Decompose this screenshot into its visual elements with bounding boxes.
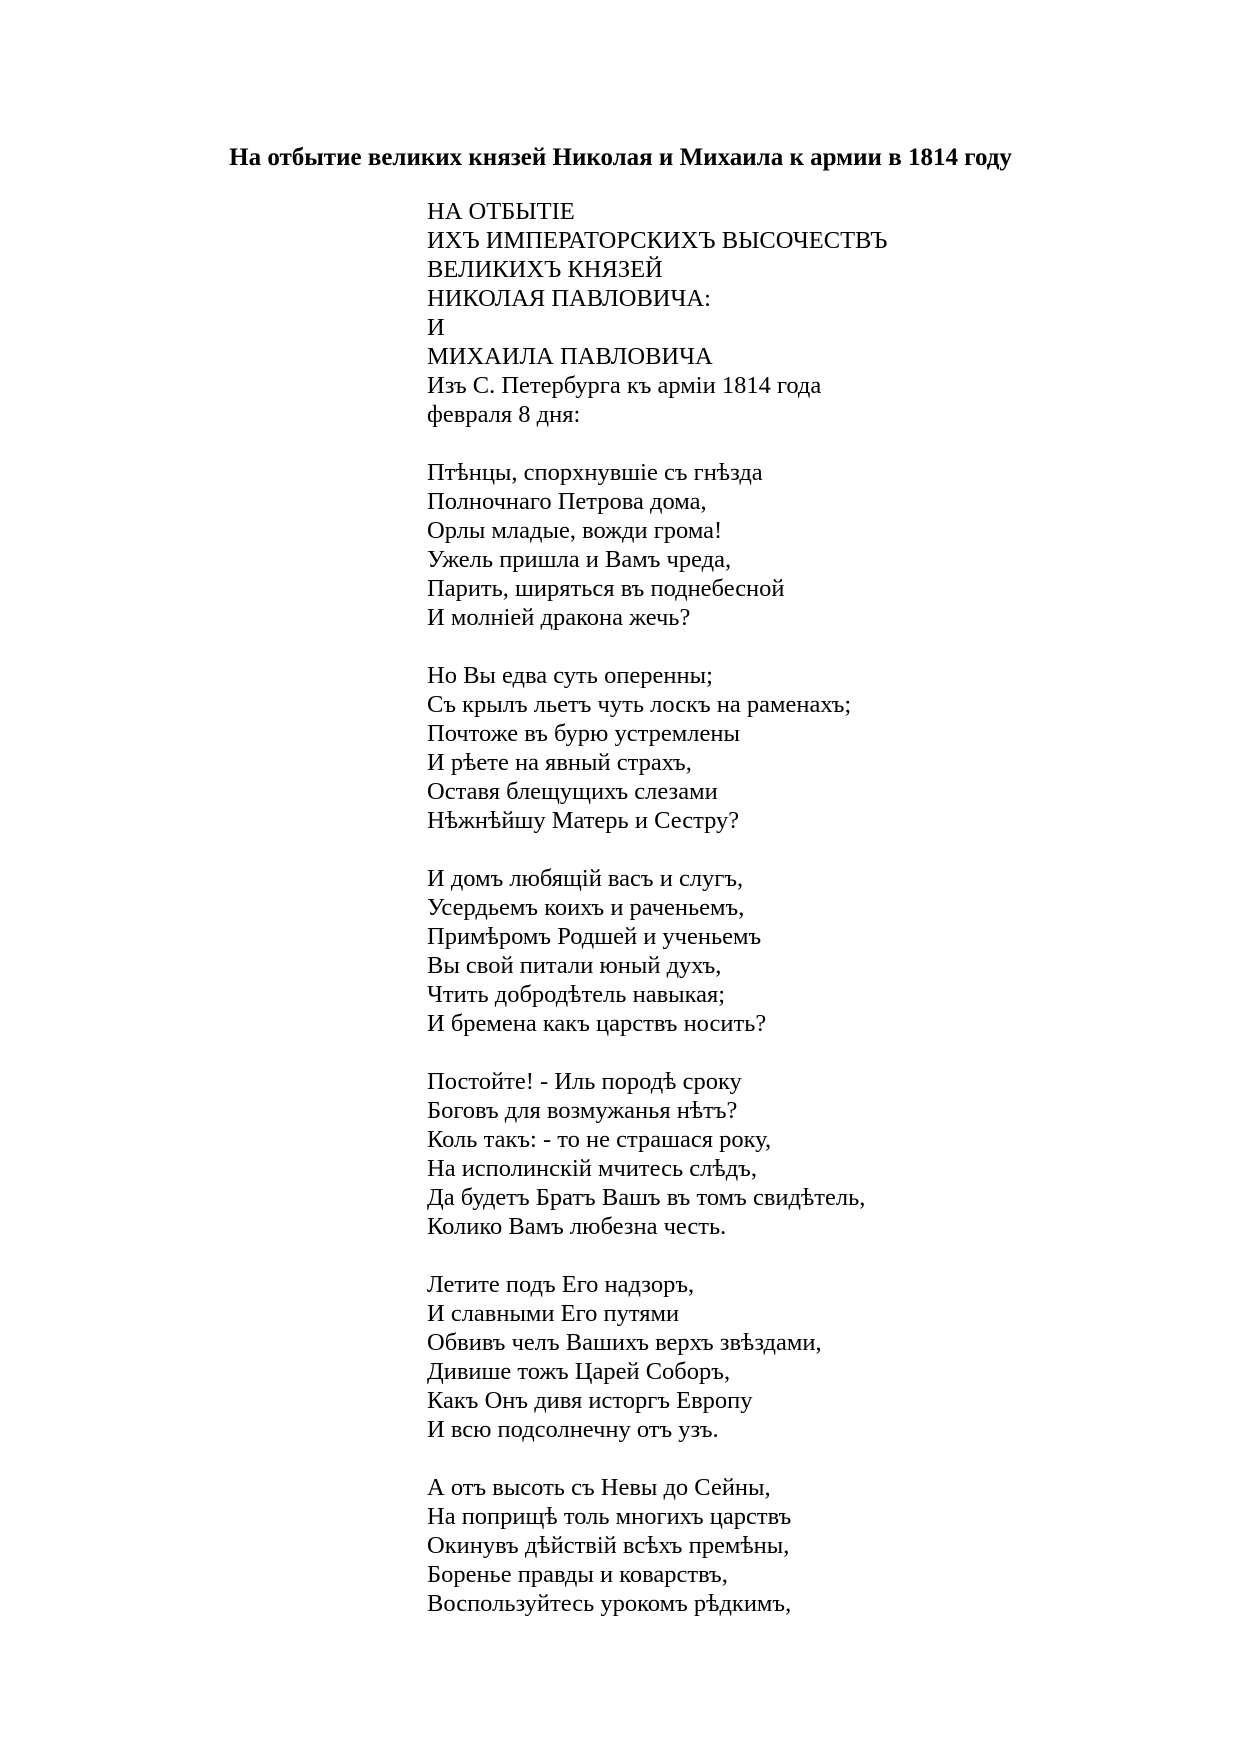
verse-line: Да будетъ Братъ Вашъ въ томъ свидѣтель,: [427, 1184, 866, 1211]
verse-line: Чтить добродѣтель навыкая;: [427, 981, 726, 1008]
verse-line: Коль такъ: - то не страшася року,: [427, 1126, 772, 1153]
verse-line: Боренье правды и коварствъ,: [427, 1561, 728, 1588]
verse-line: Парить, ширяться въ поднебесной: [427, 575, 785, 602]
stanza-3: [427, 864, 1187, 1038]
verse-line: На поприщѣ толь многихъ царствъ: [427, 1503, 792, 1530]
dedication-header: [427, 197, 1187, 429]
verse-line: Почтоже въ бурю устремлены: [427, 720, 740, 747]
header-line: Изъ С. Петербурга къ арміи 1814 года: [427, 372, 822, 399]
header-line: НИКОЛАЯ ПАВЛОВИЧА:: [427, 285, 711, 312]
verse-line: Орлы младые, вожди грома!: [427, 517, 723, 544]
stanza-1: [427, 458, 1187, 632]
stanza-gap: [427, 429, 1187, 458]
stanza-5: [427, 1270, 1187, 1444]
verse-line: Обвивъ челъ Вашихъ верхъ звѣздами,: [427, 1329, 822, 1356]
verse-line: И молніей дракона жечь?: [427, 604, 691, 631]
header-line: ИХЪ ИМПЕРАТОРСКИХЪ ВЫСОЧЕСТВЪ: [427, 227, 888, 254]
verse-line: Но Вы едва суть оперенны;: [427, 662, 713, 689]
verse-line: Постойте! - Иль породѣ сроку: [427, 1068, 742, 1095]
verse-line: Усердьемъ коихъ и раченьемъ,: [427, 894, 745, 921]
verse-line: На исполинскій мчитесь слѣдъ,: [427, 1155, 757, 1182]
stanza-6: [427, 1473, 1187, 1618]
verse-line: А отъ высоть съ Невы до Сейны,: [427, 1474, 771, 1501]
verse-line: И рѣете на явный страхъ,: [427, 749, 692, 776]
verse-line: Какъ Онъ дивя исторгъ Европу: [427, 1387, 753, 1414]
header-line: февраля 8 дня:: [427, 401, 581, 428]
verse-line: И домъ любящій васъ и слугъ,: [427, 865, 744, 892]
stanza-gap: [427, 1444, 1187, 1473]
verse-line: Дивише тожъ Царей Соборъ,: [427, 1358, 731, 1385]
verse-line: Воспользуйтесь урокомъ рѣдкимъ,: [427, 1590, 792, 1617]
verse-line: Птѣнцы, спорхнувшіе съ гнѣзда: [427, 459, 763, 486]
verse-line: И славными Его путями: [427, 1300, 680, 1327]
stanza-gap: [427, 1241, 1187, 1270]
stanza-gap: [427, 632, 1187, 661]
header-line: И: [427, 314, 445, 341]
verse-line: Боговъ для возмужанья нѣтъ?: [427, 1097, 738, 1124]
verse-line: И всю подсолнечну отъ узъ.: [427, 1416, 719, 1443]
verse-line: Съ крылъ льетъ чуть лоскъ на раменахъ;: [427, 691, 852, 718]
verse-line: Ужель пришла и Вамъ чреда,: [427, 546, 732, 573]
stanza-2: [427, 661, 1187, 835]
verse-line: И бремена какъ царствъ носить?: [427, 1010, 767, 1037]
stanza-gap: [427, 1038, 1187, 1067]
verse-line: Колико Вамъ любезна честь.: [427, 1213, 727, 1240]
header-line: МИХАИЛА ПАВЛОВИЧА: [427, 343, 713, 370]
verse-line: Окинувъ дѣйствій всѣхъ премѣны,: [427, 1532, 790, 1559]
header-line: ВЕЛИКИХЪ КНЯЗЕЙ: [427, 256, 663, 283]
verse-line: Примѣромъ Родшей и ученьемъ: [427, 923, 762, 950]
header-line: НА ОТБЫТІЕ: [427, 198, 575, 225]
verse-line: Вы свой питали юный духъ,: [427, 952, 722, 979]
verse-line: Оставя блещущихъ слезами: [427, 778, 718, 805]
verse-line: Нѣжнѣйшу Матерь и Сестру?: [427, 807, 740, 834]
document-title: На отбытие великих князей Николая и Михаила к армии в 1814 году: [229, 144, 1012, 171]
stanza-4: [427, 1067, 1187, 1241]
verse-line: Полночнаго Петрова дома,: [427, 488, 707, 515]
poem-body: [427, 197, 1187, 1618]
stanza-gap: [427, 835, 1187, 864]
verse-line: Летите подъ Его надзоръ,: [427, 1271, 695, 1298]
